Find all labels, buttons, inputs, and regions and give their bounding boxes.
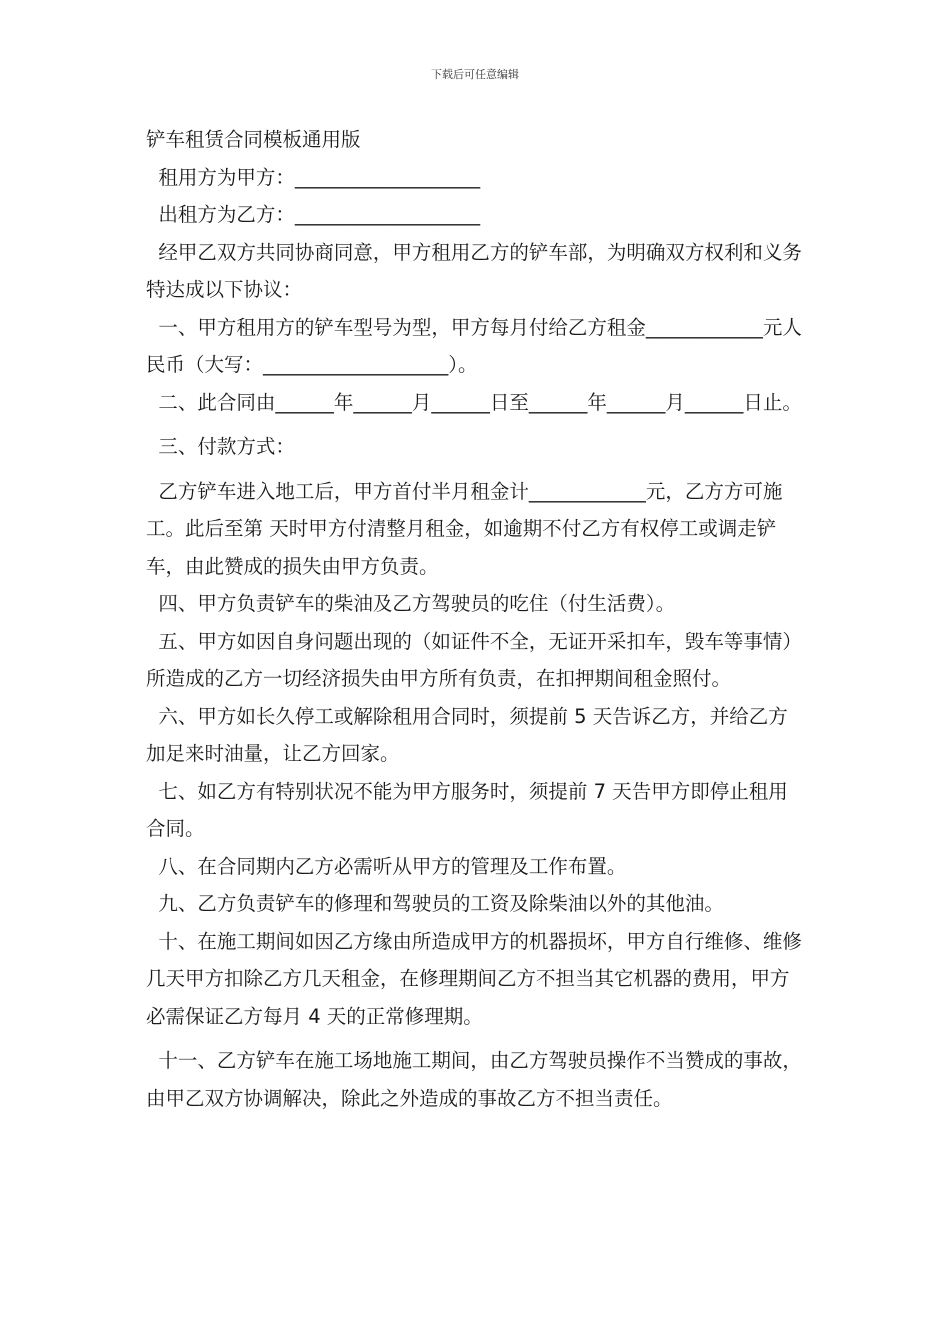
clause-10: 十、在施工期间如因乙方缘由所造成甲方的机器损坏，甲方自行维修、维修几天甲方扣除乙方几天租金，在修理期间乙方不担当其它机器的费用，甲方必需保证乙方每月 4 天的正常修理期。 (146, 929, 802, 1028)
preamble-paragraph: 经甲乙双方共同协商同意，甲方租用乙方的铲车部，为明确双方权利和义务特达成以下协议： (146, 240, 802, 301)
lessor-line: 出租方为乙方：___________________ (146, 203, 481, 226)
clause-1: 一、甲方租用方的铲车型号为型，甲方每月付给乙方租金____________元人民币（大写：___________________）。 (146, 315, 802, 376)
document-body (146, 121, 806, 1117)
clause-9: 九、乙方负责铲车的修理和驾驶员的工资及除柴油以外的其他油。 (146, 892, 724, 915)
clause-3-body: 乙方铲车进入地工后，甲方首付半月租金计____________元，乙方方可施工。此后至第 天时甲方付清整月租金，如逾期不付乙方有权停工或调走铲车，由此赞成的损失由甲方负责。 (146, 479, 783, 578)
clause-8: 八、在合同期内乙方必需听从甲方的管理及工作布置。 (146, 854, 627, 878)
clause-5: 五、甲方如因自身问题出现的（如证件不全，无证开采扣车，毁车等事情）所造成的乙方一切经济损失由甲方所有负责，在扣押期间租金照付。 (146, 629, 802, 690)
clause-4: 四、甲方负责铲车的柴油及乙方驾驶员的吃住（付生活费）。 (146, 592, 676, 615)
page-header: 下载后可任意编辑 (431, 68, 519, 81)
clause-3-heading: 三、付款方式： (146, 435, 295, 458)
document-title: 铲车租赁合同模板通用版 (146, 128, 361, 151)
clause-6: 六、甲方如长久停工或解除租用合同时，须提前 5 天告诉乙方，并给乙方加足来时油量，让乙方回家。 (146, 704, 788, 765)
clause-7: 七、如乙方有特别状况不能为甲方服务时，须提前 7 天告甲方即停止租用合同。 (146, 779, 788, 840)
lessee-line: 租用方为甲方：___________________ (146, 165, 481, 189)
clause-2: 二、此合同由______年______月______日至______年______月______日止。 (146, 390, 802, 414)
clause-11: 十一、乙方铲车在施工场地施工期间，由乙方驾驶员操作不当赞成的事故，由甲乙双方协调解决，除此之外造成的事故乙方不担当责任。 (146, 1049, 802, 1110)
